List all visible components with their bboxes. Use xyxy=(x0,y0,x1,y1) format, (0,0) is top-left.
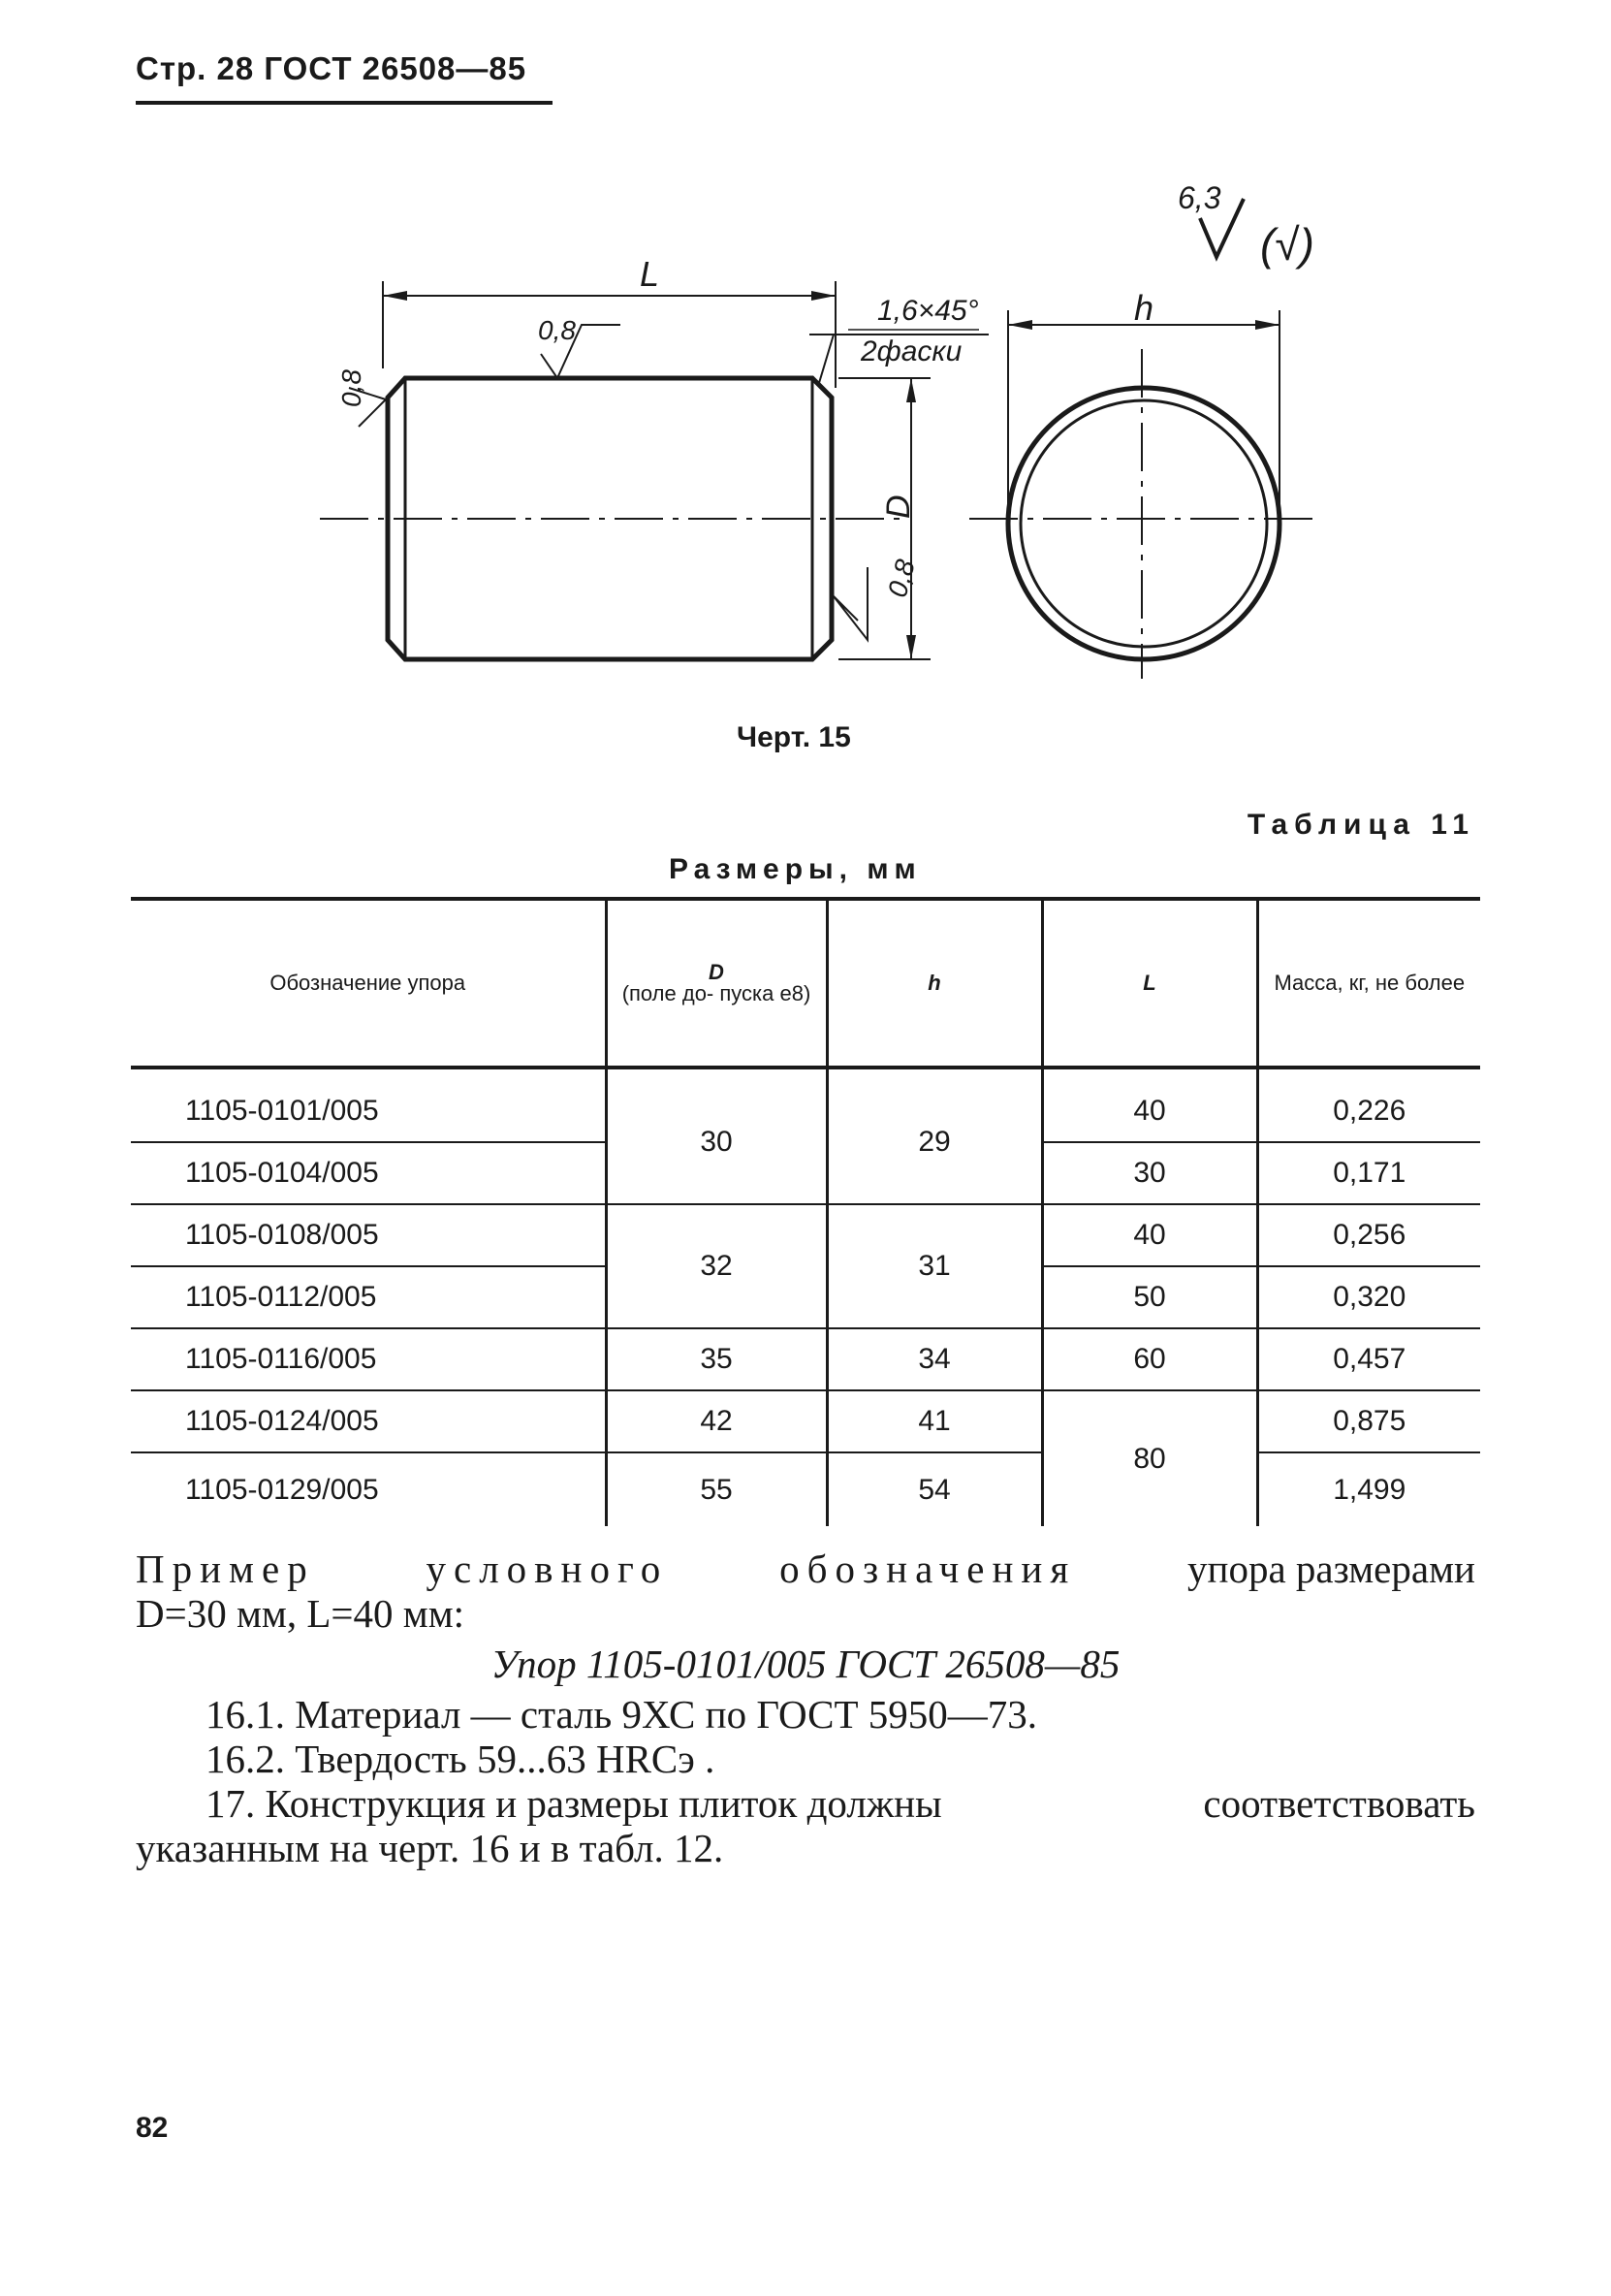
header-h-label: h xyxy=(928,971,941,995)
roughness-chamfer-label: 0,8 xyxy=(881,556,921,601)
example-word: упора размерами xyxy=(1187,1547,1475,1591)
item-17-part-1: 17. Конструкция и размеры плиток должны xyxy=(205,1781,942,1826)
cell-D: 30 xyxy=(606,1068,827,1204)
cell-mass: 0,320 xyxy=(1257,1266,1480,1328)
cell-mass: 0,171 xyxy=(1257,1142,1480,1204)
header-designation: Обозначение упора xyxy=(131,899,606,1068)
dimensions-table xyxy=(131,897,1480,1526)
dim-label-h: h xyxy=(1134,288,1154,328)
header-D-note: (поле до- пуска е8) xyxy=(621,981,811,1005)
page-number: 82 xyxy=(136,2112,169,2144)
cell-h: 29 xyxy=(827,1068,1042,1204)
example-word: условного xyxy=(426,1547,669,1591)
item-17-part-2: соответствовать xyxy=(1203,1781,1475,1826)
cell-L: 60 xyxy=(1042,1328,1257,1390)
cell-h: 54 xyxy=(827,1452,1042,1526)
roughness-surface-label: 0,8 xyxy=(538,315,576,345)
cell-L: 80 xyxy=(1042,1390,1257,1526)
header-D-symbol: D xyxy=(709,960,724,984)
header-D xyxy=(606,899,827,1068)
table-header-row xyxy=(131,899,1480,1068)
cell-D: 35 xyxy=(606,1328,827,1390)
figure-caption: Черт. 15 xyxy=(737,721,851,753)
cell-L: 40 xyxy=(1042,1204,1257,1266)
cell-mass: 1,499 xyxy=(1257,1452,1480,1526)
body-text xyxy=(136,1547,1475,1870)
cell-mass: 0,875 xyxy=(1257,1390,1480,1452)
cell-designation: 1105-0104/005 xyxy=(131,1142,606,1204)
table-row xyxy=(131,1068,1480,1142)
item-16-2: 16.2. Твердость 59...63 HRCэ . xyxy=(205,1737,715,1781)
example-dimensions: D=30 мм, L=40 мм: xyxy=(136,1591,465,1636)
header-L-label: L xyxy=(1143,971,1156,995)
cell-L: 30 xyxy=(1042,1142,1257,1204)
example-designation: Упор 1105-0101/005 ГОСТ 26508—85 xyxy=(490,1642,1121,1686)
cell-designation: 1105-0116/005 xyxy=(131,1328,606,1390)
dim-label-D: D xyxy=(880,494,917,519)
cell-h: 41 xyxy=(827,1390,1042,1452)
dim-label-L: L xyxy=(640,254,660,294)
table-title: Таблица 11 xyxy=(1247,809,1475,841)
roughness-general-label: 6,3 xyxy=(1178,180,1221,215)
roughness-end-label: 0,8 xyxy=(336,369,366,407)
cell-D: 42 xyxy=(606,1390,827,1452)
cell-h: 34 xyxy=(827,1328,1042,1390)
cell-designation: 1105-0108/005 xyxy=(131,1204,606,1266)
cell-designation: 1105-0112/005 xyxy=(131,1266,606,1328)
cell-L: 50 xyxy=(1042,1266,1257,1328)
chamfer-size-label: 1,6×45° xyxy=(877,295,979,327)
table-row xyxy=(131,1328,1480,1390)
roughness-note: (√) xyxy=(1260,219,1314,270)
cell-mass: 0,457 xyxy=(1257,1328,1480,1390)
cell-mass: 0,256 xyxy=(1257,1204,1480,1266)
cell-designation: 1105-0129/005 xyxy=(185,1473,379,1506)
page-header: Стр. 28 ГОСТ 26508—85 xyxy=(136,50,527,86)
cell-L: 40 xyxy=(1042,1068,1257,1142)
cell-D: 32 xyxy=(606,1204,827,1328)
item-17-line-2: указанным на черт. 16 и в табл. 12. xyxy=(136,1826,724,1870)
item-16-1: 16.1. Материал — сталь 9ХС по ГОСТ 5950—73. xyxy=(205,1692,1038,1737)
header-mass: Масса, кг, не более xyxy=(1257,899,1480,1068)
example-intro-line xyxy=(136,1547,1475,1591)
example-word: обозначения xyxy=(779,1547,1077,1591)
cell-D: 55 xyxy=(606,1452,827,1526)
cell-h: 31 xyxy=(827,1204,1042,1328)
table-row xyxy=(131,1204,1480,1266)
cell-designation: 1105-0101/005 xyxy=(131,1068,606,1142)
chamfer-count-label: 2фаски xyxy=(861,335,963,367)
header-h xyxy=(827,899,1042,1068)
table-subtitle: Размеры, мм xyxy=(669,853,922,885)
table-row xyxy=(131,1452,1480,1526)
cell-designation: 1105-0124/005 xyxy=(131,1390,606,1452)
item-17-line-1 xyxy=(136,1781,1475,1826)
cell-mass: 0,226 xyxy=(1257,1068,1480,1142)
header-L xyxy=(1042,899,1257,1068)
example-word: Пример xyxy=(136,1547,315,1591)
table-row xyxy=(131,1390,1480,1452)
